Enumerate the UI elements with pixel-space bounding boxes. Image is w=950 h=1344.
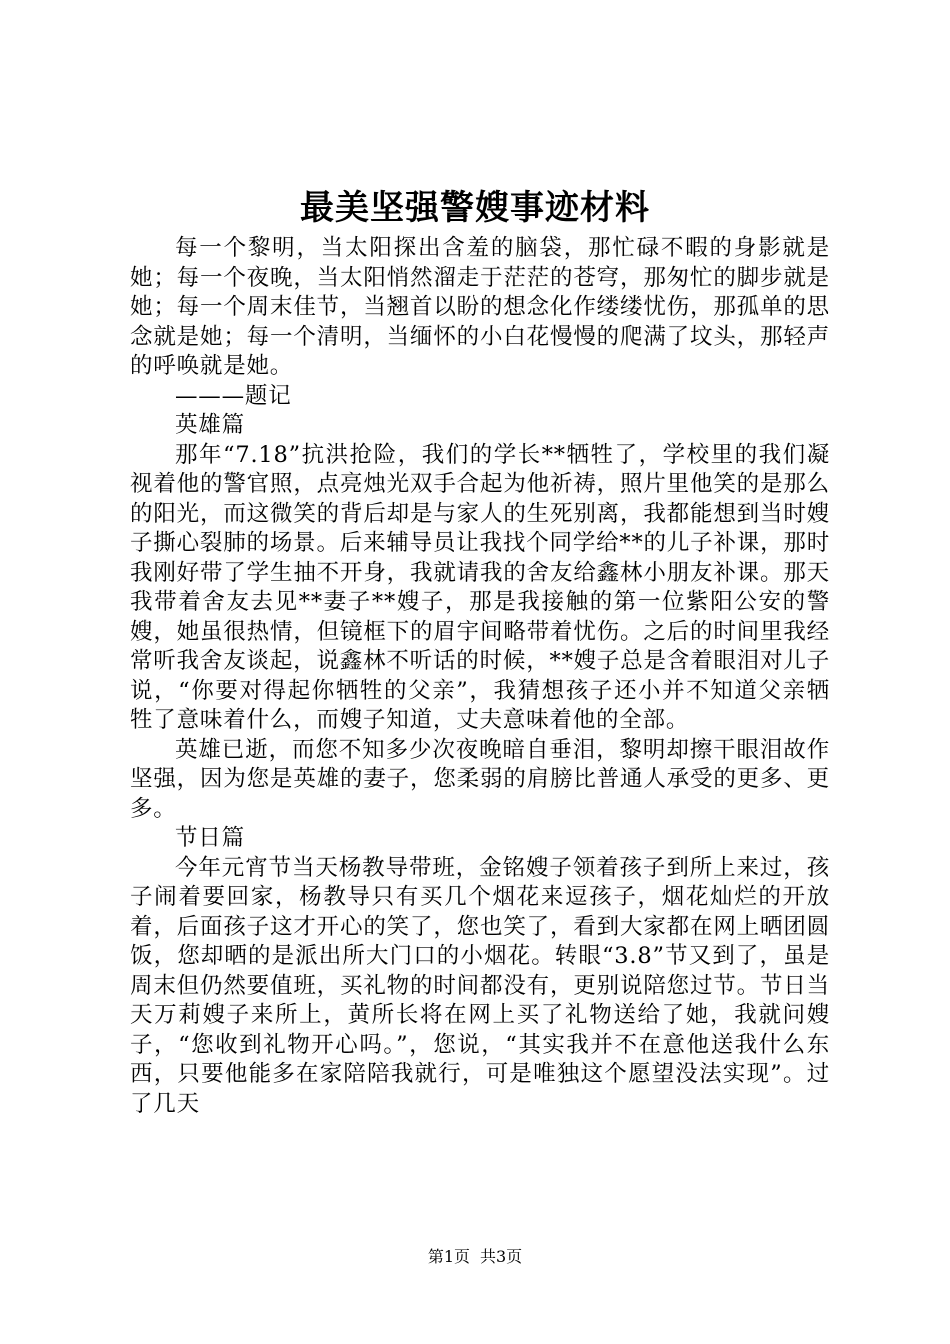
page-footer — [0, 1246, 950, 1268]
hero-paragraph: 那年“7.18”抗洪抢险，我们的学长**牺牲了，学校里的我们凝视着他的警官照，点亮烛光双手合起为他祈祷，照片里他笑的是那么的阳光，而这微笑的背后却是与家人的生死别离，我都能想到当时嫂子撕心裂肺的场景。后来辅导员让我找个同学给**的儿子补课，那时我刚好带了学生抽不开身，我就请我的舍友给鑫林小朋友补课。那天我带着舍友去见**妻子**嫂子，那是我接触的第一位紫阳公安的警嫂，她虽很热情，但镜框下的眉宇间略带着忧伤。之后的时间里我经常听我舍友谈起，说鑫林不听话的时候，**嫂子总是含着眼泪对儿子说，“你要对得起你牺牲的父亲”，我猜想孩子还小并不知道父亲牺牲了意味着什么，而嫂子知道，丈夫意味着他的全部。 — [130, 441, 830, 733]
holiday-paragraph: 今年元宵节当天杨教导带班，金铭嫂子领着孩子到所上来过，孩子闹着要回家，杨教导只有买几个烟花来逗孩子，烟花灿烂的开放着，后面孩子这才开心的笑了，您也笑了，看到大家都在网上晒团圆饭，您却晒的是派出所大门口的小烟花。转眼“3.8”节又到了，虽是周末但仍然要值班，买礼物的时间都没有，更别说陪您过节。节日当天万莉嫂子来所上，黄所长将在网上买了礼物送给了她，我就问嫂子，“您收到礼物开心吗。”，您说，“其实我并不在意他送我什么东西，只要他能多在家陪陪我就行，可是唯独这个愿望没法实现”。过了几天 — [130, 854, 830, 1117]
document-body — [130, 234, 830, 1119]
section-heading-holiday: 节日篇 — [175, 825, 245, 851]
page-total: 共3页 — [480, 1247, 523, 1266]
intro-paragraph: 每一个黎明，当太阳探出含羞的脑袋，那忙碌不暇的身影就是她；每一个夜晚，当太阳悄然溜走于茫茫的苍穹，那匆忙的脚步就是她；每一个周末佳节，当翘首以盼的想念化作缕缕忧伤，那孤单的思念就是她；每一个清明，当缅怀的小白花慢慢的爬满了坟头，那轻声的呼唤就是她。 — [130, 235, 830, 379]
hero-closing-paragraph: 英雄已逝，而您不知多少次夜晚暗自垂泪，黎明却擦干眼泪故作坚强，因为您是英雄的妻子，您柔弱的肩膀比普通人承受的更多、更多。 — [130, 736, 830, 822]
document-title: 最美坚强警嫂事迹材料 — [300, 188, 650, 228]
epigraph-attribution: ———题记 — [175, 382, 292, 409]
section-heading-hero: 英雄篇 — [175, 412, 245, 438]
page-number: 第1页 — [427, 1247, 470, 1266]
